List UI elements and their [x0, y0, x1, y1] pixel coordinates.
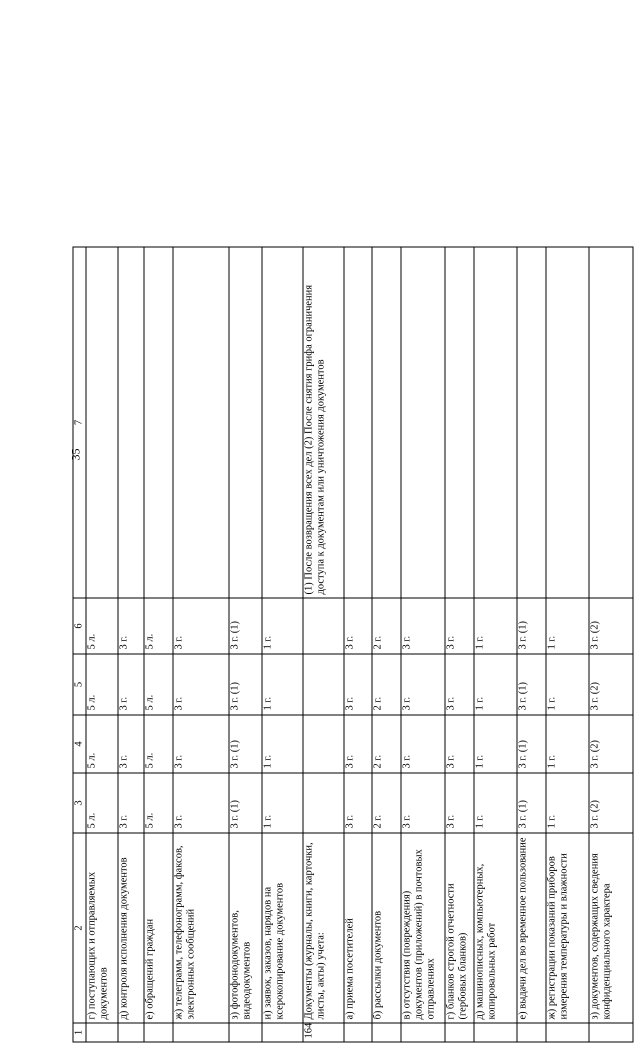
row-col3: 3 г. (1) — [517, 773, 546, 833]
row-col6: 3 г. (1) — [229, 598, 262, 654]
row-col6: 3 г. — [118, 598, 144, 654]
table-row — [86, 247, 118, 1042]
row-col5: 3 г. — [118, 654, 144, 715]
page-number: 35 — [68, 448, 83, 461]
row-col4: 3 г. (2) — [589, 715, 633, 773]
row-col6: 5 л. — [144, 598, 173, 654]
row-description: ж) телеграмм, телефонограмм, факсов, электронных сообщений — [173, 833, 229, 1023]
row-note — [144, 247, 173, 598]
table-row — [372, 247, 401, 1042]
row-col5: 5 л. — [144, 654, 173, 715]
table-row — [144, 247, 173, 1042]
row-col4: 1 г. — [262, 715, 303, 773]
table-row — [474, 247, 517, 1042]
row-note — [474, 247, 517, 598]
row-col5: 1 г. — [474, 654, 517, 715]
row-col6: 3 г. — [173, 598, 229, 654]
row-note — [401, 247, 445, 598]
row-col6: 3 г. — [445, 598, 474, 654]
row-col5: 1 г. — [546, 654, 589, 715]
table-row — [303, 247, 344, 1042]
header-col-2: 2 — [73, 833, 86, 1023]
row-col4: 3 г. (1) — [517, 715, 546, 773]
header-col-1: 1 — [73, 1023, 86, 1042]
row-note — [517, 247, 546, 598]
row-col4: 5 л. — [86, 715, 118, 773]
row-col5: 5 л. — [86, 654, 118, 715]
row-col4: 3 г. (1) — [229, 715, 262, 773]
row-col5: 3 г. (1) — [229, 654, 262, 715]
row-col4: 1 г. — [546, 715, 589, 773]
row-number — [517, 1023, 546, 1042]
row-col3: 3 г. — [118, 773, 144, 833]
row-col5: 3 г. (2) — [589, 654, 633, 715]
row-description: г) поступающих и отправляемых документов — [86, 833, 118, 1023]
row-description: а) приема посетителей — [344, 833, 372, 1023]
row-note — [589, 247, 633, 598]
row-number — [118, 1023, 144, 1042]
row-note — [344, 247, 372, 598]
row-number — [372, 1023, 401, 1042]
row-description: г) бланков строгой отчетности (гербовых бланков) — [445, 833, 474, 1023]
row-number — [589, 1023, 633, 1042]
row-note — [546, 247, 589, 598]
row-col4: 3 г. — [401, 715, 445, 773]
row-number: 164 — [303, 1023, 344, 1042]
row-number — [262, 1023, 303, 1042]
table-header-row — [73, 247, 86, 1042]
row-col5: 3 г. — [173, 654, 229, 715]
row-note — [118, 247, 144, 598]
row-col4: 2 г. — [372, 715, 401, 773]
row-number — [344, 1023, 372, 1042]
row-col6: 5 л. — [86, 598, 118, 654]
row-col3: 1 г. — [474, 773, 517, 833]
row-note — [372, 247, 401, 598]
row-col5: 3 г. — [401, 654, 445, 715]
row-note — [173, 247, 229, 598]
row-col3: 2 г. — [372, 773, 401, 833]
row-description: з) фотофонодокументов, видеодокументов — [229, 833, 262, 1023]
row-number — [229, 1023, 262, 1042]
row-col4: 1 г. — [474, 715, 517, 773]
row-description: д) контроля исполнения документов — [118, 833, 144, 1023]
row-description: з) документов, содержащих сведения конфиденциального характера — [589, 833, 633, 1023]
row-col5: 3 г. — [344, 654, 372, 715]
row-col5: 2 г. — [372, 654, 401, 715]
table-row — [262, 247, 303, 1042]
row-col3: 1 г. — [262, 773, 303, 833]
row-col6: 1 г. — [474, 598, 517, 654]
records-retention-table — [73, 247, 634, 1043]
header-col-5: 5 — [73, 654, 86, 715]
row-col4: 3 г. — [173, 715, 229, 773]
row-col4 — [303, 715, 344, 773]
row-col3: 3 г. — [344, 773, 372, 833]
row-col5 — [303, 654, 344, 715]
table-row — [229, 247, 262, 1042]
row-description: б) рассылки документов — [372, 833, 401, 1023]
row-col5: 1 г. — [262, 654, 303, 715]
row-description: Документы (журналы, книги, карточки, листы, акты) учета: — [303, 833, 344, 1023]
table-row — [589, 247, 633, 1042]
row-number — [474, 1023, 517, 1042]
row-col6: 3 г. (2) — [589, 598, 633, 654]
row-col3: 3 г. — [401, 773, 445, 833]
header-col-7: 7 — [73, 247, 86, 598]
header-col-6: 6 — [73, 598, 86, 654]
row-note — [445, 247, 474, 598]
row-description: ж) регистрации показаний приборов измерения температуры и влажности — [546, 833, 589, 1023]
row-col3: 3 г. — [173, 773, 229, 833]
row-col6: 3 г. — [344, 598, 372, 654]
table-row — [173, 247, 229, 1042]
header-col-3: 3 — [73, 773, 86, 833]
row-col3: 5 л. — [144, 773, 173, 833]
row-description: в) отсутствия (повреждения) документов (приложений) в почтовых отправлениях — [401, 833, 445, 1023]
header-col-4: 4 — [73, 715, 86, 773]
row-col6 — [303, 598, 344, 654]
row-col6: 1 г. — [546, 598, 589, 654]
row-description: и) заявок, заказов, нарядов на ксерокопирование документов — [262, 833, 303, 1023]
table-row — [445, 247, 474, 1042]
row-number — [144, 1023, 173, 1042]
row-col6: 2 г. — [372, 598, 401, 654]
table-row — [401, 247, 445, 1042]
row-note — [86, 247, 118, 598]
table-row — [546, 247, 589, 1042]
row-col4: 3 г. — [344, 715, 372, 773]
row-col6: 3 г. (1) — [517, 598, 546, 654]
row-number — [546, 1023, 589, 1042]
row-col4: 3 г. — [445, 715, 474, 773]
row-col3: 3 г. (1) — [229, 773, 262, 833]
table-row — [344, 247, 372, 1042]
row-col4: 5 л. — [144, 715, 173, 773]
row-number — [445, 1023, 474, 1042]
row-col3: 5 л. — [86, 773, 118, 833]
row-note — [262, 247, 303, 598]
row-col6: 1 г. — [262, 598, 303, 654]
row-col3: 3 г. — [445, 773, 474, 833]
table-row — [517, 247, 546, 1042]
table-row — [118, 247, 144, 1042]
row-description: е) выдачи дел во временное пользование — [517, 833, 546, 1023]
row-col3: 1 г. — [546, 773, 589, 833]
row-col3: 3 г. (2) — [589, 773, 633, 833]
row-col5: 3 г. (1) — [517, 654, 546, 715]
row-note: (1) После возвращения всех дел (2) После снятия грифа ограничения доступа к документам или уничтожения документов — [303, 247, 344, 598]
row-note — [229, 247, 262, 598]
row-col3 — [303, 773, 344, 833]
row-number — [173, 1023, 229, 1042]
row-description: д) машинописных, компьютерных, копировальных работ — [474, 833, 517, 1023]
row-number — [86, 1023, 118, 1042]
row-description: е) обращений граждан — [144, 833, 173, 1023]
row-col6: 3 г. — [401, 598, 445, 654]
row-number — [401, 1023, 445, 1042]
row-col4: 3 г. — [118, 715, 144, 773]
row-col5: 3 г. — [445, 654, 474, 715]
